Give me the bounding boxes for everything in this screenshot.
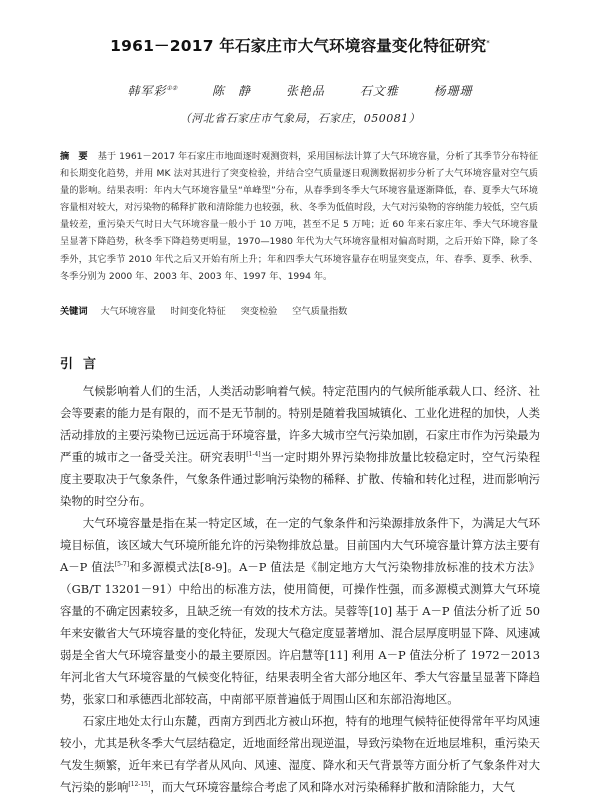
citation: [12-15] [128,781,151,789]
paragraph [60,710,540,798]
title-text: 1961－2017 年石家庄市大气环境容量变化特征研究 [110,37,487,55]
author [127,84,177,98]
paragraph-text: 当一定时期外界污染物排放量比较稳定时，空气污染程度主要取决于气象条件，气象条件通过影响污染物的稀释、扩散、传输和转化过程，进而影响污染物的时空分布。 [60,450,540,508]
keyword: 突变检验 [240,306,278,317]
paragraph-text: 和多源模式法[8-9]。A－P 值法是《制定地方大气污染物排放标准的技术方法》（GB/T 13201－91）中给出的标准方法，使用简便，可操作性强，而多源模式测算大气环境容量的不确定因素较多，且缺乏统一有效的技术方法。吴蓉等[10] 基于 A－P 值法分析了近 50 年来安徽省大气环境容量的变化特征，发现大气稳定度显著增加、混合层厚度明显下降、风速减弱是全省大气环境容量变小的最主要原因。许启慧等[11] 利用 A－P 值法分析了 1972－2013 年河北省大气环境容量的气候变化特征，结果表明全省大部分地区年、季大气容量呈显著下降趋势，张家口和承德西北部较高，中南部平原普遍低于周围山区和东部沿海地区。 [60,560,541,706]
author: 石文雅 [359,84,399,98]
author: 张艳品 [285,84,325,98]
author: 杨珊珊 [433,84,473,98]
keyword: 大气环境容量 [100,306,156,317]
paragraph-text: 气候影响着人们的生活，人类活动影响着气候。特定范围内的气候所能承载人口、经济、社会等要素的能力是有限的，而不是无节制的。特别是随着我国城镇化、工业化进程的加快，人类活动排放的主要污染物已远远高于环境容量，许多大城市空气污染加剧，石家庄市作为污染最为严重的城市之一备受关注。研究表明 [60,384,540,464]
section-heading-introduction: 引言 [60,357,107,372]
keyword: 时间变化特征 [170,306,226,317]
paper-title [0,34,600,56]
abstract-text: 基于 1961－2017 年石家庄市地面逐时观测资料，采用国标法计算了大气环境容量，分析了其季节分布特征和长期变化趋势，并用 MK 法对其进行了突变检验，并结合空气质量逐日观测数据初步分析了大气环境容量对空气质量的影响。结果表明：年内大气环境容量呈“单峰型”分布，从春季到冬季大气环境容量逐渐降低，春、夏季大气环境容量相对较大，对污染物的稀释扩散和清除能力也较强，秋、冬季为低值时段，大气对污染物的容纳能力较低，空气质量较差，重污染天气时日大气环境容量一般小于 10 万吨，甚至不足 5 万吨；近 60 年来石家庄年、季大气环境容量呈显著下降趋势，秋冬季下降趋势更明显，1970—1980 年代为大气环境容量相对偏高时期，之后开始下降，除了冬季外，其它季节 2010 年代之后又开始有所上升；年和四季大气环境容量存在明显突变点，年、春季、夏季、秋季、冬季分别为 2000 年、2003 年、2003 年、1997 年、1994 年。 [60,151,539,282]
author: 陈 静 [212,84,252,98]
keywords-label: 关键词 [60,306,88,317]
author-name: 韩军彩 [127,84,167,98]
abstract-label: 摘 要 [60,151,88,162]
paragraph [60,380,540,512]
paragraph-text: 大气环境容量是指在某一特定区域，在一定的气象条件和污染源排放条件下，为满足大气环境目标值，该区域大气环境所能允许的污染物排放总量。目前国内大气环境容量计算方法主要有 A－P 值法 [60,516,540,574]
body-text [60,380,540,798]
keyword: 空气质量指数 [292,306,348,317]
keywords [60,303,538,317]
citation: [1-4] [246,451,261,459]
citation: [5-7] [114,561,130,569]
paragraph [60,512,540,710]
abstract [60,148,538,285]
paragraph-text: 石家庄地处太行山东麓，西南方到西北方被山环抱，特有的地理气候特征使得常年平均风速较小，尤其是秋冬季大气层结稳定，近地面经常出现逆温，导致污染物在近地层堆积，重污染天气发生频繁，近年来已有学者从风向、风速、湿度、降水和天气背景等方面分析了气象条件对大气污染的影响 [60,714,540,794]
author-list [0,82,600,99]
paragraph-text: ，而大气环境容量综合考虑了风和降水对污染稀释扩散和清除能力，大气 [150,780,515,794]
author-marker: ①② [166,85,178,92]
affiliation: （河北省石家庄市气象局，石家庄，050081） [179,112,421,125]
title-footnote-marker: * [486,38,490,47]
